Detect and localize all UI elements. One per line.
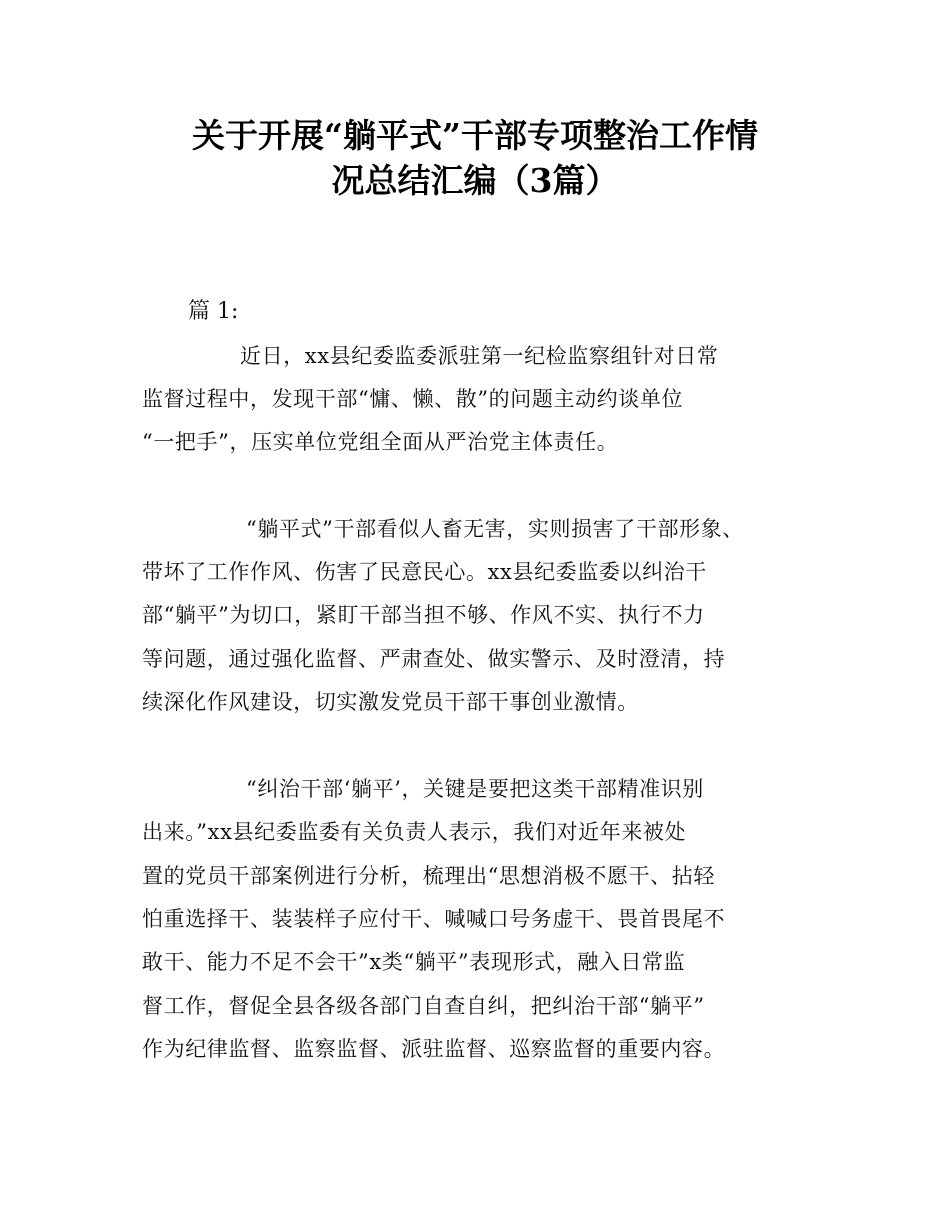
paragraph-1-line-1: 近日，xx县纪委监委派驻第一纪检监察组针对日常 [240, 344, 719, 368]
paragraph-3-line-3: 置的党员干部案例进行分析，梳理出“思想消极不愿干、拈轻 [142, 864, 715, 888]
paragraph-2-line-3: 部“躺平”为切口，紧盯干部当担不够、作风不实、执行不力 [142, 603, 705, 627]
paragraph-2-line-5: 续深化作风建设，切实激发党员干部干事创业激情。 [142, 690, 639, 714]
paragraph-2-line-4: 等问题，通过强化监督、严肃查处、做实警示、及时澄清，持 [142, 647, 726, 671]
section-label: 篇 1: [188, 299, 239, 324]
paragraph-2-line-2: 带坏了工作作风、伤害了民意民心。xx县纪委监委以纠治干 [142, 560, 707, 584]
paragraph-3-line-2: 出来。”xx县纪委监委有关负责人表示，我们对近年来被处 [142, 820, 687, 844]
document-title-line-2: 况总结汇编（3篇） [331, 161, 619, 200]
paragraph-3-line-7: 作为纪律监督、监察监督、派驻监督、巡察监督的重要内容。 [142, 1037, 726, 1061]
paragraph-3-line-5: 敢干、能力不足不会干”x类“躺平”表现形式，融入日常监 [142, 950, 686, 974]
paragraph-3-line-4: 怕重选择干、装装样子应付干、喊喊口号务虚干、畏首畏尾不 [142, 907, 726, 931]
paragraph-3-line-6: 督工作，督促全县各级各部门自查自纠，把纠治干部“躺平” [142, 994, 705, 1018]
paragraph-1-line-2: 监督过程中，发现干部“慵、懒、散”的问题主动约谈单位 [142, 387, 684, 411]
paragraph-2-line-1: “躺平式”干部看似人畜无害，实则损害了干部形象、 [246, 517, 744, 541]
paragraph-3-line-1: “纠治干部‘躺平’，关键是要把这类干部精准识别 [246, 777, 704, 801]
document-title-line-1: 关于开展“躺平式”干部专项整治工作情 [192, 116, 758, 155]
paragraph-1-line-3: “一把手”，压实单位党组全面从严治党主体责任。 [142, 430, 619, 454]
